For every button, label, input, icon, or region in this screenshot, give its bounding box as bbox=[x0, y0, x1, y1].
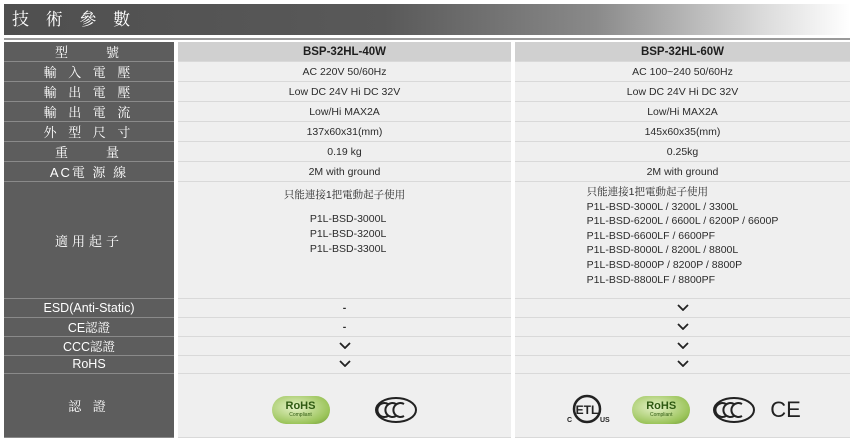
cell-model-1: 137x60x31(mm) bbox=[176, 122, 513, 142]
cell-model-1 bbox=[176, 336, 513, 355]
cert-logos-2 bbox=[515, 385, 850, 427]
cell-model-1: 2M with ground bbox=[176, 162, 513, 182]
row-label: RoHS bbox=[4, 355, 176, 374]
table-row bbox=[4, 82, 850, 102]
list-item: P1L-BSD-3000L / 3200L / 3300L bbox=[586, 200, 739, 213]
cell-model-2 bbox=[513, 299, 850, 318]
rohs-logo-text: RoHS bbox=[646, 400, 677, 412]
etl-logo bbox=[564, 393, 610, 427]
cell-model-2 bbox=[513, 374, 850, 438]
cell-model-1 bbox=[176, 182, 513, 299]
rohs-logo-sub: Compliant bbox=[649, 412, 673, 418]
row-label: 輸 入 電 壓 bbox=[4, 62, 176, 82]
row-label: ESD(Anti-Static) bbox=[4, 299, 176, 318]
table-row-applicable bbox=[4, 182, 850, 299]
screwdriver-list-1 bbox=[284, 188, 405, 257]
list-title: 只能連接1把電動起子使用 bbox=[586, 186, 708, 198]
cell-model-1: Low/Hi MAX2A bbox=[176, 102, 513, 122]
list-item: P1L-BSD-3200L bbox=[309, 228, 387, 240]
table-row bbox=[4, 62, 850, 82]
list-item: P1L-BSD-8000P / 8200P / 8800P bbox=[586, 258, 743, 271]
rohs-logo-text: RoHS bbox=[285, 400, 316, 412]
row-label: 適用起子 bbox=[4, 182, 176, 299]
list-title: 只能連接1把電動起子使用 bbox=[283, 189, 406, 201]
spec-table bbox=[4, 42, 850, 438]
etl-logo-c: C bbox=[567, 416, 573, 424]
etl-logo-text: ETL bbox=[575, 402, 599, 417]
etl-logo-us: US bbox=[600, 416, 610, 424]
dash-mark: - bbox=[342, 301, 347, 314]
table-row bbox=[4, 142, 850, 162]
cell-model-1 bbox=[176, 317, 513, 336]
list-item: P1L-BSD-3000L bbox=[309, 213, 387, 225]
model-header-1: BSP-32HL-40W bbox=[176, 42, 513, 62]
screwdriver-list-2 bbox=[587, 185, 779, 287]
row-label: 輸 出 電 流 bbox=[4, 102, 176, 122]
list-item: P1L-BSD-8000L / 8200L / 8800L bbox=[586, 244, 739, 257]
rohs-logo bbox=[632, 396, 690, 424]
cell-model-1: 0.19 kg bbox=[176, 142, 513, 162]
cell-model-1: AC 220V 50/60Hz bbox=[176, 62, 513, 82]
cert-logos-1 bbox=[178, 388, 511, 424]
rohs-logo-sub: Compliant bbox=[289, 412, 312, 418]
cell-model-2 bbox=[513, 317, 850, 336]
list-item: P1L-BSD-6600LF / 6600PF bbox=[586, 229, 716, 242]
table-row bbox=[4, 336, 850, 355]
row-label: 外 型 尺 寸 bbox=[4, 122, 176, 142]
model-header-2: BSP-32HL-60W bbox=[513, 42, 850, 62]
cell-model-2: 2M with ground bbox=[513, 162, 850, 182]
cell-model-2: Low DC 24V Hi DC 32V bbox=[513, 82, 850, 102]
list-item: P1L-BSD-6200L / 6600L / 6200P / 6600P bbox=[586, 215, 779, 228]
dash-mark: - bbox=[342, 320, 347, 333]
row-label: 型 號 bbox=[4, 42, 176, 62]
cell-model-2: 0.25kg bbox=[513, 142, 850, 162]
cell-model-1 bbox=[176, 374, 513, 438]
table-row bbox=[4, 122, 850, 142]
cell-model-1 bbox=[176, 355, 513, 374]
ce-logo: CE bbox=[770, 396, 801, 422]
list-item: P1L-BSD-3300L bbox=[309, 243, 387, 255]
row-label: CCC認證 bbox=[4, 336, 176, 355]
cell-model-2 bbox=[513, 336, 850, 355]
cell-model-2: AC 100~240 50/60Hz bbox=[513, 62, 850, 82]
check-icon bbox=[339, 360, 351, 367]
row-label: CE認證 bbox=[4, 317, 176, 336]
table-row bbox=[4, 355, 850, 374]
ccc-logo bbox=[374, 396, 418, 424]
row-label: 輸 出 電 壓 bbox=[4, 82, 176, 102]
table-header-row bbox=[4, 42, 850, 62]
table-row-cert bbox=[4, 374, 850, 438]
section-title: 技 術 參 數 bbox=[4, 4, 850, 35]
cell-model-2: 145x60x35(mm) bbox=[513, 122, 850, 142]
title-divider bbox=[4, 38, 850, 40]
table-row bbox=[4, 102, 850, 122]
check-icon bbox=[677, 360, 689, 367]
row-label: 重 量 bbox=[4, 142, 176, 162]
row-label: AC電 源 線 bbox=[4, 162, 176, 182]
check-icon bbox=[339, 342, 351, 349]
cell-model-1: Low DC 24V Hi DC 32V bbox=[176, 82, 513, 102]
table-row bbox=[4, 299, 850, 318]
check-icon bbox=[677, 323, 689, 330]
table-row bbox=[4, 317, 850, 336]
ccc-logo bbox=[712, 396, 756, 424]
row-label: 認 證 bbox=[4, 374, 176, 438]
cell-model-2 bbox=[513, 355, 850, 374]
cell-model-2 bbox=[513, 182, 850, 299]
check-icon bbox=[677, 304, 689, 311]
cell-model-1 bbox=[176, 299, 513, 318]
table-row bbox=[4, 162, 850, 182]
rohs-logo bbox=[272, 396, 330, 424]
list-item: P1L-BSD-8800LF / 8800PF bbox=[586, 273, 716, 286]
check-icon bbox=[677, 342, 689, 349]
cell-model-2: Low/Hi MAX2A bbox=[513, 102, 850, 122]
